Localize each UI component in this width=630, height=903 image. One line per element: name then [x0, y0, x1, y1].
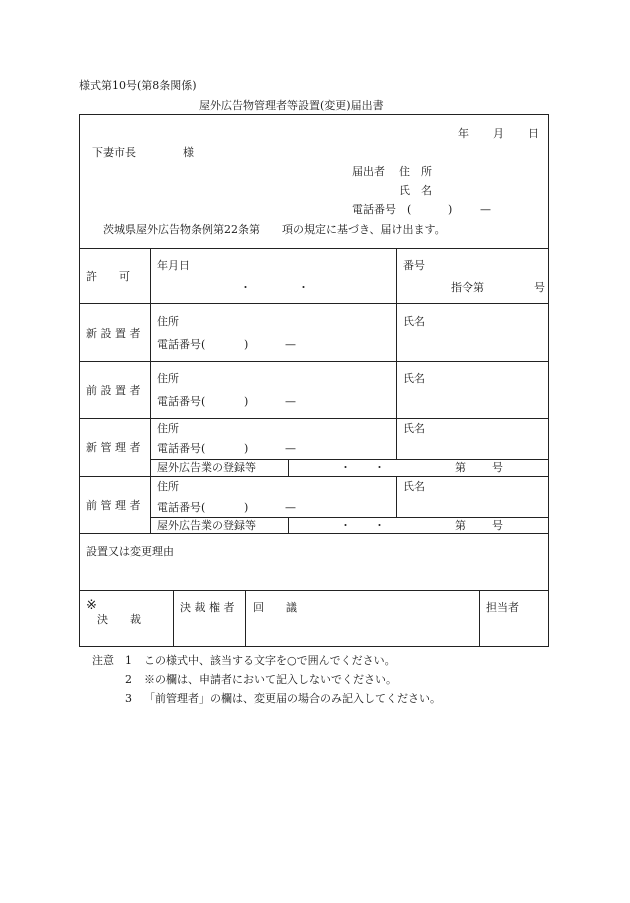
new-manager-phone-close: ) [244, 442, 249, 455]
prev-installer-phone-field[interactable] [210, 394, 242, 408]
prev-manager-reg-prefix: 第 [455, 519, 466, 532]
form-title: 屋外広告物管理者等設置(変更)届出書 [199, 99, 384, 112]
note-3-text: 「前管理者」の欄は、変更届の場合のみ記入してください。 [144, 692, 441, 705]
prev-installer-name-field[interactable] [428, 371, 540, 385]
approval-divider-1 [173, 590, 174, 647]
honorific: 様 [183, 146, 194, 159]
prev-manager-address-field[interactable] [180, 479, 390, 493]
permit-date-dot-2: ・ [298, 281, 309, 294]
new-manager-phone-label: 電話番号( [157, 442, 206, 455]
applicant-phone-label: 電話番号 [352, 203, 396, 216]
prev-manager-name-field[interactable] [428, 479, 540, 493]
new-manager-address-field[interactable] [180, 421, 390, 435]
new-manager-name-field[interactable] [428, 421, 540, 435]
approval-divider-3 [479, 590, 480, 647]
new-installer-address-field[interactable] [180, 314, 390, 328]
new-installer-name-label: 氏名 [403, 315, 425, 328]
prev-manager-reg-dot-1: ・ [340, 519, 351, 532]
prev-manager-registration-field[interactable] [294, 519, 544, 532]
reason-field[interactable] [86, 562, 542, 584]
date-month: 月 [493, 127, 504, 140]
approval-authority: 決 裁 権 者 [180, 601, 235, 614]
approval-circulation: 回 議 [253, 601, 297, 614]
prev-manager-reg-dot-2: ・ [374, 519, 385, 532]
name-column-divider-2 [396, 476, 397, 517]
permit-date-field[interactable] [157, 278, 387, 294]
prev-manager-phone-close: ) [244, 501, 249, 514]
divider-new-manager-reg [150, 459, 549, 460]
reg-divider-1 [288, 459, 289, 476]
applicant-phone-area-field[interactable] [414, 202, 446, 216]
new-manager-registration-label: 屋外広告業の登録等 [157, 461, 256, 474]
label-column-divider [150, 248, 151, 533]
applicant-name-field[interactable] [438, 183, 538, 197]
new-installer-name-field[interactable] [428, 314, 540, 328]
phone-close-paren: ) [448, 203, 453, 216]
note-3-number: 3 [125, 692, 132, 705]
prev-manager-phone-field[interactable] [210, 500, 242, 514]
prev-installer-address-field[interactable] [180, 371, 390, 385]
new-manager-phone-field[interactable] [210, 441, 242, 455]
new-manager-phone-dash: — [285, 442, 296, 455]
new-manager-name-label: 氏名 [403, 422, 425, 435]
phone-dash: — [480, 203, 491, 216]
new-manager-registration-field[interactable] [294, 461, 544, 474]
applicant-address-field[interactable] [438, 164, 538, 178]
date-day: 日 [528, 127, 539, 140]
prev-installer-phone-close: ) [244, 395, 249, 408]
section-prev-installer: 前 設 置 者 [86, 384, 141, 397]
applicant-label: 届出者 [352, 165, 385, 178]
new-manager-reg-suffix: 号 [492, 461, 503, 474]
permit-designation: 指令第 [451, 281, 484, 294]
statement: 茨城県屋外広告物条例第22条第 項の規定に基づき、届け出ます。 [103, 223, 446, 236]
phone-open-paren: ( [407, 203, 412, 216]
note-1-number: 1 [125, 654, 132, 667]
note-2-number: 2 [125, 673, 132, 686]
reg-divider-2 [288, 517, 289, 533]
prev-manager-phone-label: 電話番号( [157, 501, 206, 514]
section-new-manager: 新 管 理 者 [86, 441, 141, 454]
note-2-text: ※の欄は、申請者において記入しないでください。 [144, 673, 397, 686]
name-column-divider [396, 248, 397, 459]
new-installer-phone-dash: — [285, 338, 296, 351]
approval-divider-2 [245, 590, 246, 647]
new-manager-reg-dot-1: ・ [340, 461, 351, 474]
prev-installer-name-label: 氏名 [403, 372, 425, 385]
new-manager-reg-dot-2: ・ [374, 461, 385, 474]
reason-label: 設置又は変更理由 [86, 545, 174, 558]
section-prev-manager: 前 管 理 者 [86, 499, 141, 512]
new-manager-address-label: 住所 [157, 422, 179, 435]
notes-heading: 注意 [92, 654, 114, 667]
prev-installer-phone-label: 電話番号( [157, 395, 206, 408]
prev-manager-registration-label: 屋外広告業の登録等 [157, 519, 256, 532]
divider-prev-manager [79, 533, 549, 534]
section-new-installer: 新 設 置 者 [86, 327, 141, 340]
permit-number-label: 番号 [403, 259, 425, 272]
permit-label: 許 可 [86, 270, 130, 283]
permit-date-label: 年月日 [157, 259, 190, 272]
new-installer-phone-close: ) [244, 338, 249, 351]
approval-mark: ※ [86, 598, 97, 613]
applicant-address-label: 住 所 [399, 165, 432, 178]
prev-manager-phone-dash: — [285, 501, 296, 514]
permit-number-field[interactable] [486, 280, 530, 294]
form-number: 様式第10号(第8条関係) [79, 79, 197, 92]
approval-person-in-charge: 担当者 [486, 601, 519, 614]
applicant-name-label: 氏 名 [399, 184, 432, 197]
new-manager-reg-prefix: 第 [455, 461, 466, 474]
note-1-text: この様式中、該当する文字を○で囲んでください。 [144, 654, 396, 667]
prev-installer-address-label: 住所 [157, 372, 179, 385]
new-installer-phone-label: 電話番号( [157, 338, 206, 351]
prev-manager-address-label: 住所 [157, 480, 179, 493]
addressee: 下妻市長 [92, 146, 136, 159]
new-installer-address-label: 住所 [157, 315, 179, 328]
prev-installer-phone-dash: — [285, 395, 296, 408]
divider-prev-manager-reg [150, 517, 549, 518]
permit-date-dot-1: ・ [240, 281, 251, 294]
approval-decision: 決 裁 [97, 613, 141, 626]
new-installer-phone-field[interactable] [210, 337, 242, 351]
prev-manager-reg-suffix: 号 [492, 519, 503, 532]
date-year: 年 [458, 127, 469, 140]
permit-number-suffix: 号 [534, 281, 545, 294]
prev-manager-name-label: 氏名 [403, 480, 425, 493]
